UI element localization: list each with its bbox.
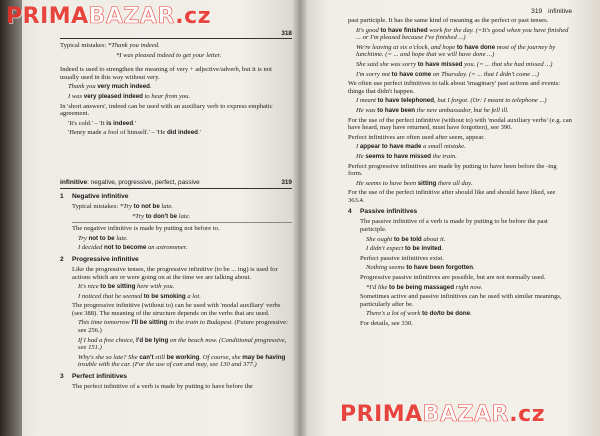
example-line: I noticed that he seemed to be smoking a lot.	[78, 292, 201, 300]
typical-mistake-2: *Try to don't be late.	[132, 212, 191, 220]
example-line: *I'd like to be being massaged right now.	[366, 283, 483, 291]
page-edge-shadow	[0, 0, 22, 436]
example-line: We're leaving at six o'clock, and hope to have done most of the journey by lunchtime. (= ... and hope that we will have done ...)	[356, 43, 556, 59]
divider	[72, 222, 292, 223]
example-line: Nothing seems to have been forgotten.	[366, 264, 475, 272]
paragraph: For the use of the perfect infinitive after should like and should have liked, see 363.4.	[348, 189, 556, 204]
section-heading: 2 Progressive infinitive	[60, 255, 139, 263]
right-page-number: 319	[531, 8, 543, 15]
example-line: She said she was sorry to have missed you. (= ... that she had missed ...)	[356, 60, 553, 68]
section-header	[60, 179, 292, 187]
header-rule	[60, 188, 292, 189]
paragraph: For details, see 330.	[360, 320, 413, 327]
example-line: This time tomorrow I'll be sitting in the train to Budapest. (Future progressive: see 256.)	[78, 319, 288, 335]
paragraph: Perfect infinitives are often used after seem, appear.	[348, 133, 485, 141]
example-line: It's nice to be sitting here with you.	[78, 283, 175, 291]
header-subtitle: : negative, progressive, perfect, passive	[87, 178, 200, 186]
section-heading: 3 Perfect infinitives	[60, 373, 127, 381]
paragraph: The progressive infinitive (without to) can be used with 'modal auxiliary' verbs (see 388). The meaning of the structure depends on the verbs that are used.	[72, 302, 281, 317]
paragraph: Progressive passive infinitives are possible, but are not normally used.	[360, 274, 546, 282]
right-page-word: infinitive	[548, 8, 572, 15]
example-line: 'It's cold.' – 'It is indeed.'	[68, 119, 136, 127]
example-line: Try not to be late.	[78, 234, 128, 242]
right-page-header	[348, 8, 572, 15]
example-line: If I had a free choice, I'd be lying on the beach now. (Conditional progressive, see 151.)	[78, 336, 287, 352]
watermark-top: PRIMABAZAR.cz	[6, 4, 211, 29]
example-line: She ought to be told about it.	[366, 235, 446, 243]
paragraph: The perfect infinitive of a verb is made by putting to have before the	[72, 383, 253, 391]
typical-mistake-2: *I was pleased indeed to get your letter.	[116, 51, 222, 59]
right-page	[300, 0, 600, 436]
example-line: There's a lot of work to do/to be done.	[366, 310, 472, 318]
example-line: Why's she so late? She can't still be working. Of course, she may be having trouble with the car. (For the use of can and may, see 130 and 377.)	[78, 353, 286, 369]
short-answers-paragraph: In 'short answers', indeed can be used with an auxiliary verb to express emphatic agreement.	[60, 102, 273, 118]
header-number: 319	[281, 178, 292, 186]
paragraph: past participle. It has the same kind of meaning as the perfect or past tenses.	[348, 17, 549, 24]
section-heading: 4 Passive infinitives	[348, 208, 418, 216]
example-line: I'm sorry not to have come on Thursday. (= ... that I didn't come ...)	[356, 70, 539, 78]
paragraph: We often use perfect infinitives to talk about 'imaginary' past actions and events: things that didn't happen.	[348, 80, 561, 95]
paragraph: Perfect progressive infinitives are made by putting to have been before the -ing form.	[348, 162, 557, 178]
typical-mistakes: Typical mistakes: *Try to not be late.	[72, 202, 173, 210]
example-line: I was very pleased indeed to hear from you.	[68, 92, 191, 100]
header-word: infinitive	[60, 178, 88, 186]
example-line: He was to have been the new ambassador, but he fell ill.	[356, 106, 509, 114]
left-top-number-row	[60, 30, 292, 37]
book-gutter	[292, 0, 308, 436]
paragraph: The negative infinitive is made by putting not before to.	[72, 225, 220, 233]
example-line: He seems to have missed the train.	[356, 152, 457, 160]
example-line: Thank you very much indeed.	[68, 83, 152, 91]
top-rule	[60, 38, 292, 39]
example-line: 'Henry made a fool of himself.' – 'He did indeed.'	[68, 129, 201, 137]
paragraph: Like the progressive tenses, the progressive infinitive (to be ... ing) is used for actions which are or were going on at the time we are talking about.	[72, 265, 278, 281]
example-line: It's good to have finished work for the day. (=It's good when you have finished ... or I'm pleased because I've finished ...)	[356, 26, 569, 42]
paragraph: Perfect passive infinitives exist.	[360, 254, 444, 262]
paragraph: The passive infinitive of a verb is made by putting to be before the past participle.	[360, 218, 548, 234]
left-page-number: 318	[281, 30, 292, 37]
example-line: I decided not to become an astronomer.	[78, 244, 188, 252]
example-line: I didn't expect to be invited.	[366, 245, 444, 253]
typical-mistakes: Typical mistakes: *Thank you indeed.	[60, 42, 160, 49]
example-line: I appear to have made a small mistake.	[356, 143, 466, 151]
paragraph: Sometimes active and passive infinitives can be used with similar meanings, particularly after be.	[360, 293, 562, 308]
example-line: I meant to have telephoned, but I forgot. (Or: I meant to telephone ...)	[356, 97, 547, 105]
paragraph: For the use of the perfect infinitive (without to) with 'modal auxiliary verbs' (e.g. can have heard, may have returned, must have forgotten), see 390.	[348, 116, 572, 132]
section-heading: 1 Negative infinitive	[60, 192, 129, 200]
indeed-paragraph: Indeed is used to strengthen the meaning of very + adjective/adverb, but it is not usually used in this way without very.	[60, 66, 272, 81]
watermark-bottom: PRIMABAZAR.cz	[340, 402, 545, 427]
example-line: He seems to have been sitting there all day.	[356, 179, 473, 187]
